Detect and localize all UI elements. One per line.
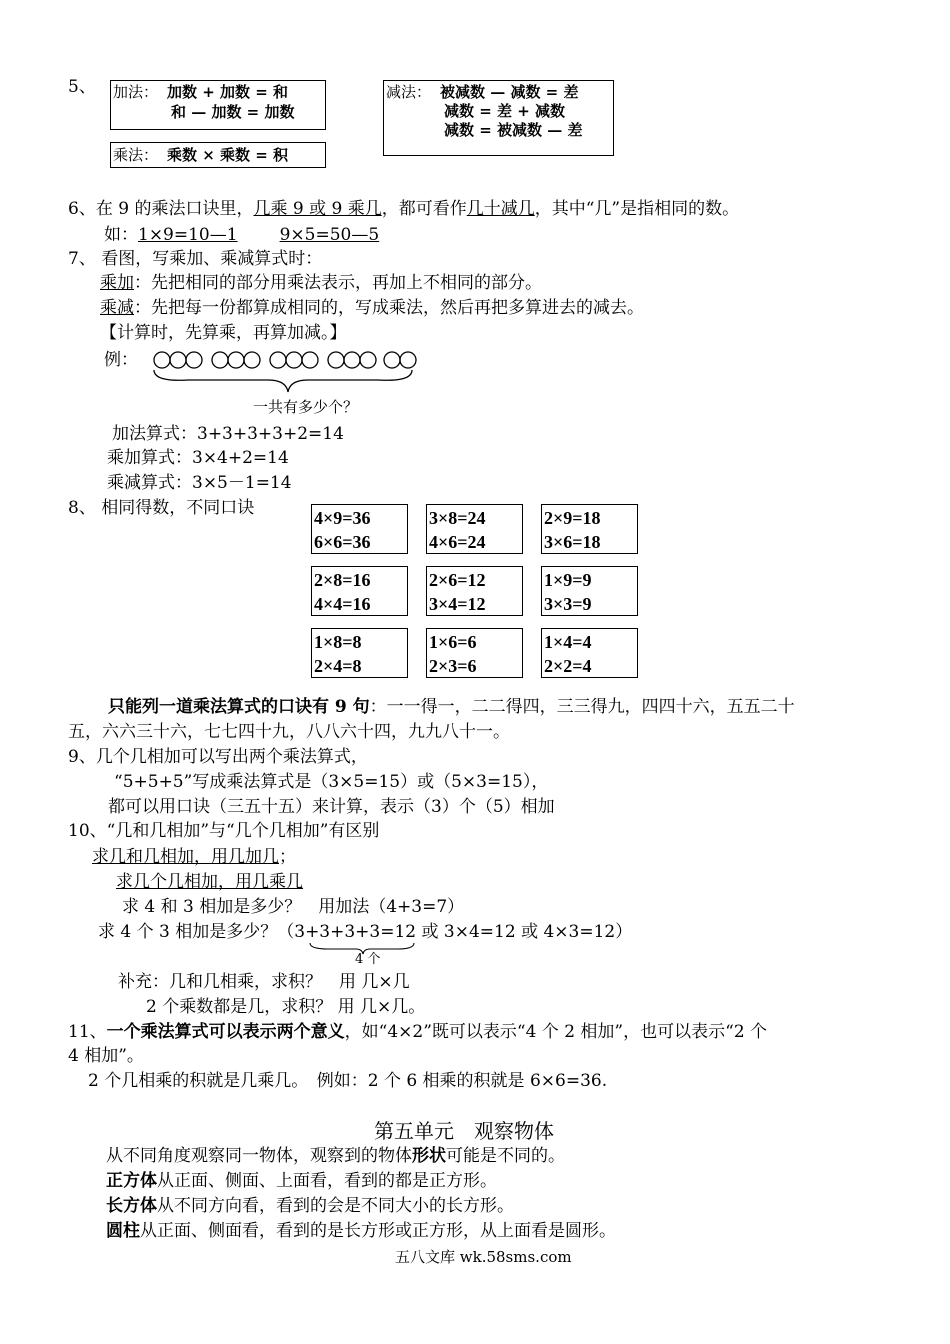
section-6-example: 如：1×9=10—1 9×5=50—5 — [104, 225, 380, 245]
supplement-1: 补充：几和几相乘，求积？ 用 几×几 — [118, 972, 410, 992]
sum-rule: 求几和几相加，用几加几； — [92, 847, 296, 867]
multiplication-box — [110, 142, 326, 168]
section-11-line-2: 4 相加”。 — [68, 1046, 144, 1066]
section-11-line-3: 2 个几相乘的积就是几乘几。 例如：2 个 6 相乘的积就是 6×6=36. — [88, 1071, 608, 1091]
single-formula-rhymes-line-2: 五，六六三十六，七七四十九，八八六十四，九九八十一。 — [68, 722, 510, 742]
multiply-subtract-rule: 乘减：先把每一份都算成相同的，写成乘法，然后再把多算进去的减去。 — [100, 298, 644, 318]
unit-5-cylinder: 圆柱从正面、侧面看，看到的是长方形或正方形，从上面看是圆形。 — [106, 1221, 616, 1241]
brace-caption-4: 4 个 — [355, 952, 381, 967]
product-box: 2×6=12 3×4=12 — [426, 566, 523, 616]
addition-rule-2: 和 — 加数 = 加数 — [171, 103, 295, 121]
addition-box — [110, 80, 326, 130]
section-9-line-2: “5+5+5”写成乘法算式是（3×5=15）或（5×3=15）， — [114, 772, 549, 792]
unit-5-paragraph-1: 从不同角度观察同一物体，观察到的物体形状可能是不同的。 — [106, 1146, 565, 1166]
product-box: 1×8=8 2×4=8 — [311, 628, 408, 678]
multiply-add-formula: 乘加算式：3×4+2=14 — [107, 448, 289, 468]
product-box: 3×8=24 4×6=24 — [426, 504, 523, 554]
unit-5-cuboid: 长方体从不同方向看，看到的会是不同大小的长方形。 — [106, 1196, 514, 1216]
product-box: 1×4=4 2×2=4 — [541, 628, 638, 678]
product-box: 2×8=16 4×4=16 — [311, 566, 408, 616]
section-8-title: 8、 相同得数，不同口诀 — [68, 498, 255, 518]
single-formula-rhymes-line-1: 只能列一道乘法算式的口诀有 9 句：一一得一，二二得四，三三得九，四四十六，五五二十 — [108, 697, 795, 717]
footer-watermark: 五八文库 wk.58sms.com — [395, 1248, 572, 1266]
unit-5-title: 第五单元 观察物体 — [374, 1119, 554, 1143]
section-10-example-2: 求 4 个 3 相加是多少？（3+3+3+3=12 或 3×4=12 或 4×3=12） — [98, 922, 633, 942]
section-9-title: 9、几个几相加可以写出两个乘法算式， — [68, 747, 368, 767]
section-7-title: 7、 看图，写乘加、乘减算式时： — [68, 249, 323, 269]
subtraction-rule-1: 被减数 — 减数 = 差 — [440, 83, 579, 101]
multiply-add-rule: 乘加：先把相同的部分用乘法表示，再加上不相同的部分。 — [100, 273, 542, 293]
unit-5-cube: 正方体从正面、侧面、上面看，看到的都是正方形。 — [106, 1171, 497, 1191]
section-9-line-3: 都可以用口诀（三五十五）来计算，表示（3）个（5）相加 — [108, 797, 555, 817]
section-5-number: 5、 — [68, 77, 96, 97]
brace-caption: 一共有多少个？ — [253, 398, 359, 416]
multiply-subtract-formula: 乘减算式：3×5－1=14 — [107, 473, 292, 493]
addition-label: 加法： — [113, 83, 159, 101]
supplement-2: 2 个乘数都是几，求积？ 用 几×几。 — [146, 997, 426, 1017]
product-box: 1×9=9 3×3=9 — [541, 566, 638, 616]
example-label: 例： — [104, 350, 138, 370]
subtraction-rule-2: 减数 = 差 + 减数 — [444, 102, 566, 120]
subtraction-label: 减法： — [386, 83, 432, 101]
section-10-example-1: 求 4 和 3 相加是多少？ 用加法（4+3=7） — [122, 897, 465, 917]
product-rule: 求几个几相加，用几乘几 — [116, 872, 303, 892]
multiplication-label: 乘法： — [113, 146, 159, 164]
section-6: 6、在 9 的乘法口诀里，几乘 9 或 9 乘几，都可看作几十减几，其中“几”是指相同的数。 — [68, 199, 740, 219]
subtraction-box — [383, 80, 614, 156]
circle-groups-figure — [148, 348, 418, 396]
product-box: 4×9=36 6×6=36 — [311, 504, 408, 554]
addition-rule-1: 加数 + 加数 = 和 — [167, 83, 289, 101]
addition-formula: 加法算式：3+3+3+3+2=14 — [112, 424, 344, 444]
subtraction-rule-3: 减数 = 被减数 — 差 — [444, 121, 583, 139]
multiplication-rule: 乘数 × 乘数 = 积 — [167, 146, 289, 164]
section-10-title: 10、“几和几相加”与“几个几相加”有区别 — [68, 821, 380, 841]
product-box: 2×9=18 3×6=18 — [541, 504, 638, 554]
product-box: 1×6=6 2×3=6 — [426, 628, 523, 678]
section-11-line-1: 11、一个乘法算式可以表示两个意义，如“4×2”既可以表示“4 个 2 相加”，也可以表示“2 个 — [68, 1022, 768, 1042]
calculation-order-rule: 【计算时，先算乘，再算加减。】 — [100, 323, 347, 343]
